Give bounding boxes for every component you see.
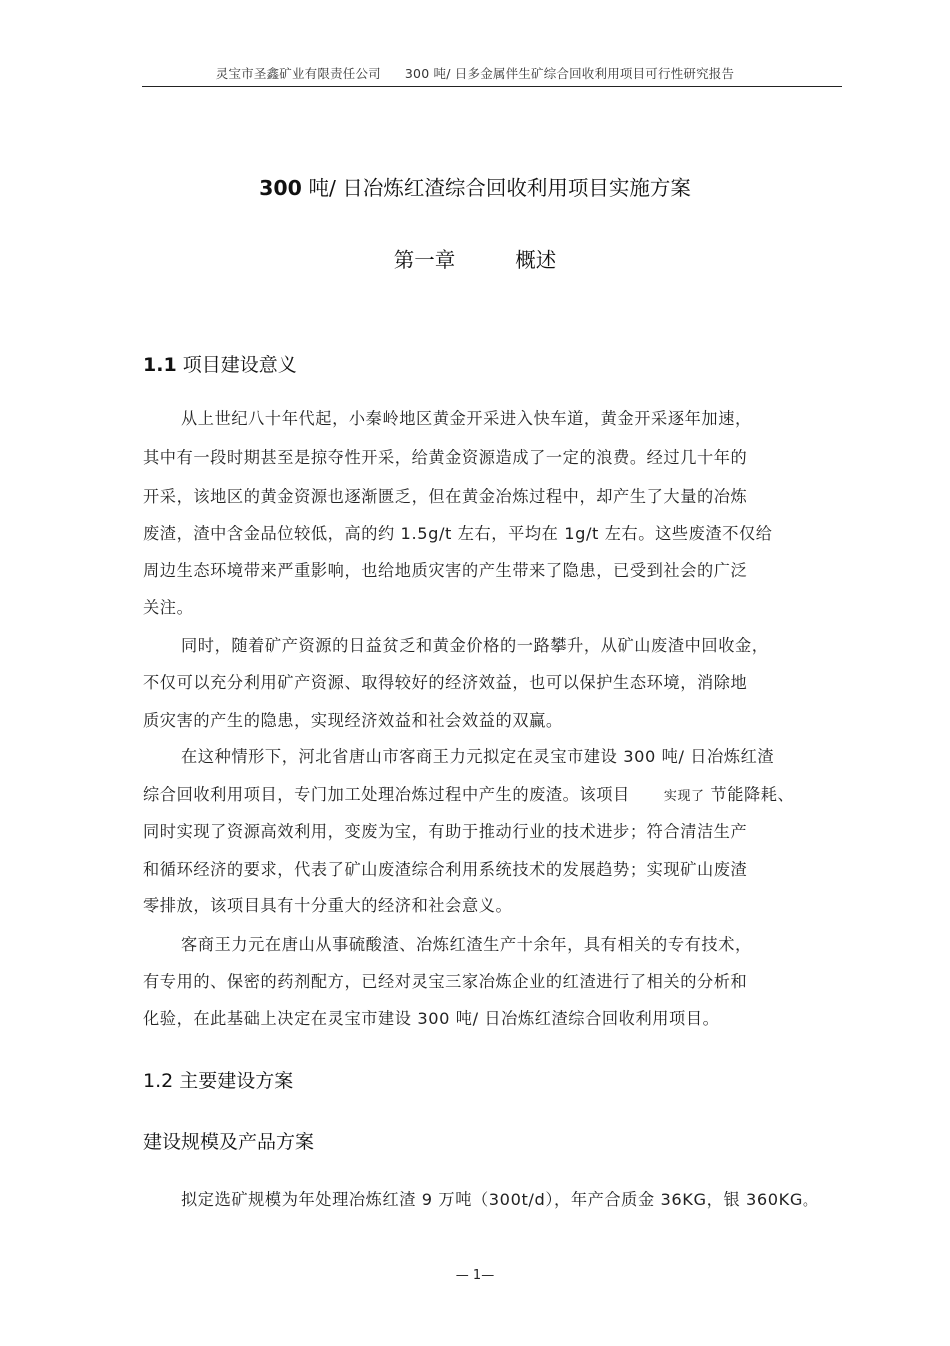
paragraph-line	[181, 1186, 817, 1210]
paragraph-line: 关注。	[143, 598, 194, 617]
chapter-number: 第一章	[393, 248, 456, 272]
paragraph-line: 废渣，渣中含金品位较低，高的约 1.5g/t 左右，平均在 1g/t 左右。这些废渣不仅给	[143, 524, 773, 543]
chapter-heading	[0, 243, 950, 273]
chapter-name: 概述	[515, 248, 557, 272]
paragraph-line: 同时实现了资源高效利用，变废为宝，有助于推动行业的技术进步；符合清洁生产	[143, 822, 748, 841]
line-text-small: 实现了	[663, 789, 705, 804]
header-company: 灵宝市圣鑫矿业有限责任公司	[215, 66, 381, 81]
header-divider	[142, 86, 842, 87]
paragraph-line: 化验，在此基础上决定在灵宝市建设 300 吨/ 日冶炼红渣综合回收利用项目。	[143, 1009, 720, 1028]
paragraph-line	[143, 781, 794, 805]
subsection-heading: 建设规模及产品方案	[143, 1131, 315, 1153]
title-number: 300	[259, 176, 302, 200]
line-text: 综合回收利用项目，专门加工处理冶炼过程中产生的废渣。该项目	[143, 785, 630, 804]
line-tail: 。	[803, 1194, 817, 1209]
paragraph-line: 从上世纪八十年代起，小秦岭地区黄金开采进入快车道，黄金开采逐年加速，	[181, 409, 752, 428]
paragraph-line: 不仅可以充分利用矿产资源、取得较好的经济效益，也可以保护生态环境，消除地	[143, 673, 748, 692]
document-title	[0, 171, 950, 201]
paragraph-line: 零排放，该项目具有十分重大的经济和社会意义。	[143, 896, 513, 915]
paragraph-line: 在这种情形下，河北省唐山市客商王力元拟定在灵宝市建设 300 吨/ 日冶炼红渣	[181, 747, 775, 766]
paragraph-line: 开采，该地区的黄金资源也逐渐匮乏，但在黄金冶炼过程中，却产生了大量的冶炼	[143, 487, 748, 506]
paragraph-line: 同时，随着矿产资源的日益贫乏和黄金价格的一路攀升，从矿山废渣中回收金，	[181, 636, 769, 655]
paragraph-line: 质灾害的产生的隐患，实现经济效益和社会效益的双赢。	[143, 711, 563, 730]
paragraph-line: 有专用的、保密的药剂配方，已经对灵宝三家冶炼企业的红渣进行了相关的分析和	[143, 972, 748, 991]
header-report-title: 300 吨/ 日多金属伴生矿综合回收利用项目可行性研究报告	[404, 66, 735, 81]
paragraph-line: 周边生态环境带来严重影响，也给地质灾害的产生带来了隐患，已受到社会的广泛	[143, 561, 748, 580]
line-text: 拟定选矿规模为年处理冶炼红渣 9 万吨（300t/d），年产合质金 36KG，银 360KG	[181, 1190, 804, 1209]
paragraph-line: 其中有一段时期甚至是掠夺性开采，给黄金资源造成了一定的浪费。经过几十年的	[143, 448, 748, 467]
section-heading-1-2: 1.2 主要建设方案	[143, 1070, 294, 1092]
section-title: 项目建设意义	[176, 354, 297, 376]
section-heading-1-1	[143, 350, 297, 377]
title-text: 吨/ 日冶炼红渣综合回收利用项目实施方案	[301, 176, 691, 200]
line-text: 节能降耗、	[704, 785, 795, 804]
section-number: 1.1	[143, 354, 177, 376]
running-header	[0, 64, 950, 82]
page-number: — 1—	[455, 1268, 495, 1283]
paragraph-line: 客商王力元在唐山从事硫酸渣、冶炼红渣生产十余年，具有相关的专有技术，	[181, 935, 752, 954]
paragraph-line: 和循环经济的要求，代表了矿山废渣综合利用系统技术的发展趋势；实现矿山废渣	[143, 860, 748, 879]
